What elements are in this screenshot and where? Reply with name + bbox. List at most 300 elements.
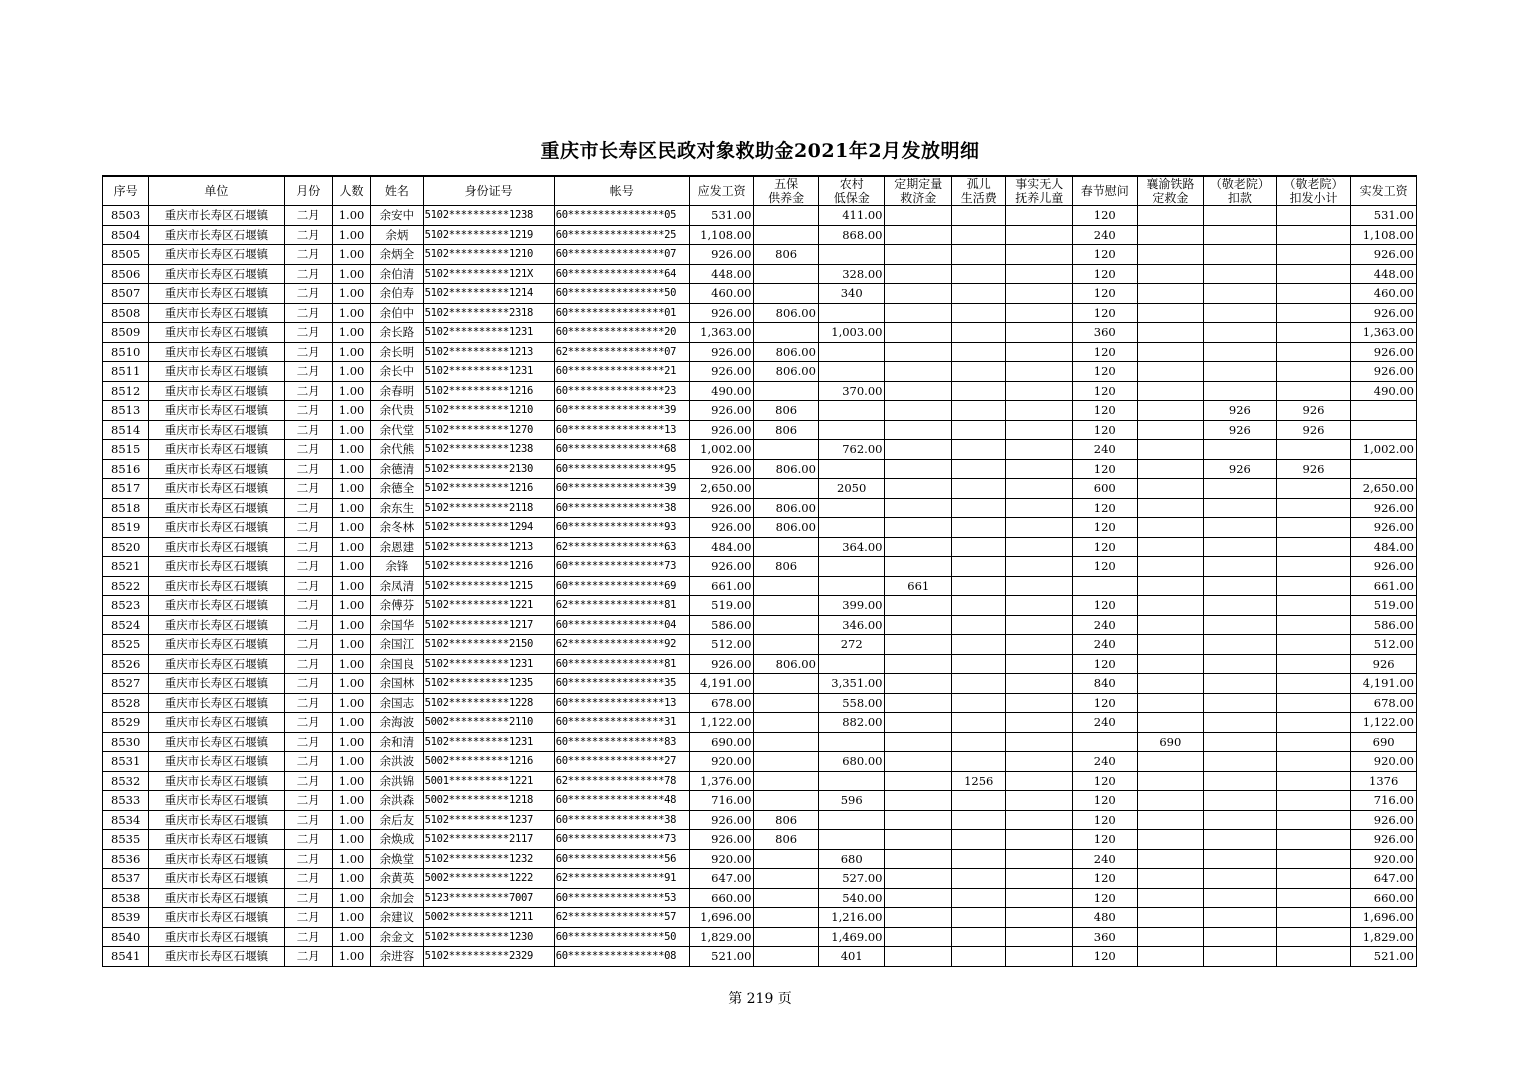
table-cell: 5102**********2118 — [423, 498, 554, 518]
table-cell — [1204, 225, 1277, 245]
column-header — [1137, 176, 1204, 206]
table-cell — [1137, 654, 1204, 674]
table-cell: 8535 — [103, 830, 149, 850]
table-cell: 806.00 — [754, 362, 819, 382]
table-cell: 8526 — [103, 654, 149, 674]
table-cell — [952, 479, 1006, 499]
table-cell: 519.00 — [689, 596, 754, 616]
table-row — [103, 245, 1417, 265]
table-cell — [1073, 576, 1138, 596]
table-cell: 926 — [1204, 401, 1277, 421]
table-cell: 328.00 — [818, 264, 885, 284]
table-cell — [1204, 810, 1277, 830]
table-cell: 5123**********7007 — [423, 888, 554, 908]
table-cell: 二月 — [284, 537, 332, 557]
table-cell: 5102**********1231 — [423, 362, 554, 382]
column-header: 月份 — [284, 176, 332, 206]
table-cell — [818, 498, 885, 518]
table-cell: 120 — [1073, 401, 1138, 421]
table-cell: 5102**********1231 — [423, 732, 554, 752]
table-cell: 806.00 — [754, 342, 819, 362]
table-row — [103, 206, 1417, 226]
table-cell — [1006, 654, 1073, 674]
table-cell: 2050 — [818, 479, 885, 499]
table-cell: 5102**********1238 — [423, 440, 554, 460]
table-cell — [1276, 206, 1351, 226]
table-cell: 678.00 — [689, 693, 754, 713]
table-cell: 926 — [1276, 420, 1351, 440]
table-cell: 8541 — [103, 947, 149, 967]
table-cell: 926.00 — [689, 654, 754, 674]
table-cell: 120 — [1073, 245, 1138, 265]
table-cell: 1.00 — [332, 245, 370, 265]
table-cell: 5001**********1221 — [423, 771, 554, 791]
table-cell: 1.00 — [332, 947, 370, 967]
table-cell: 558.00 — [818, 693, 885, 713]
table-cell: 1,696.00 — [689, 908, 754, 928]
table-cell: 1,829.00 — [1351, 927, 1417, 947]
table-cell: 二月 — [284, 791, 332, 811]
table-cell — [754, 537, 819, 557]
table-cell: 重庆市长寿区石堰镇 — [149, 225, 284, 245]
table-cell: 余德清 — [371, 459, 423, 479]
table-cell: 60****************93 — [554, 518, 689, 538]
table-cell — [885, 869, 952, 889]
table-cell — [952, 693, 1006, 713]
table-cell — [885, 440, 952, 460]
table-cell — [1204, 440, 1277, 460]
table-cell: 余长中 — [371, 362, 423, 382]
table-cell: 806.00 — [754, 518, 819, 538]
table-cell — [952, 791, 1006, 811]
table-row — [103, 401, 1417, 421]
table-cell: 8506 — [103, 264, 149, 284]
table-cell: 868.00 — [818, 225, 885, 245]
table-cell: 596 — [818, 791, 885, 811]
table-cell — [1276, 869, 1351, 889]
table-cell: 余冬林 — [371, 518, 423, 538]
table-row — [103, 576, 1417, 596]
table-row — [103, 732, 1417, 752]
table-cell: 余德全 — [371, 479, 423, 499]
table-cell — [1276, 479, 1351, 499]
table-cell — [818, 401, 885, 421]
table-cell: 1.00 — [332, 771, 370, 791]
table-cell: 1.00 — [332, 849, 370, 869]
table-cell: 360 — [1073, 927, 1138, 947]
table-cell: 5102**********121X — [423, 264, 554, 284]
table-cell — [885, 732, 952, 752]
table-cell — [1006, 557, 1073, 577]
table-cell — [1137, 303, 1204, 323]
table-row — [103, 420, 1417, 440]
table-cell: 重庆市长寿区石堰镇 — [149, 245, 284, 265]
page-title: 重庆市长寿区民政对象救助金2021年2月发放明细 — [540, 140, 980, 162]
table-cell: 余进容 — [371, 947, 423, 967]
table-cell: 660.00 — [1351, 888, 1417, 908]
table-cell: 240 — [1073, 849, 1138, 869]
table-cell: 5102**********2130 — [423, 459, 554, 479]
table-cell: 余洪波 — [371, 752, 423, 772]
column-header-line: 定期定量 — [894, 177, 943, 191]
table-cell: 余春明 — [371, 381, 423, 401]
table-cell: 1.00 — [332, 479, 370, 499]
table-row — [103, 225, 1417, 245]
table-cell — [885, 830, 952, 850]
table-cell — [1006, 674, 1073, 694]
table-cell: 60****************08 — [554, 947, 689, 967]
table-cell: 926.00 — [1351, 362, 1417, 382]
table-cell — [952, 323, 1006, 343]
table-cell: 8530 — [103, 732, 149, 752]
table-cell: 二月 — [284, 420, 332, 440]
table-cell: 60****************56 — [554, 849, 689, 869]
table-cell: 8523 — [103, 596, 149, 616]
table-cell: 重庆市长寿区石堰镇 — [149, 615, 284, 635]
table-cell: 920.00 — [1351, 849, 1417, 869]
table-cell — [818, 420, 885, 440]
table-cell — [1276, 674, 1351, 694]
table-cell — [754, 791, 819, 811]
table-cell — [1276, 362, 1351, 382]
column-header-line: 五保 — [774, 177, 799, 191]
table-cell: 926.00 — [689, 557, 754, 577]
table-cell: 647.00 — [1351, 869, 1417, 889]
table-cell: 806 — [754, 810, 819, 830]
table-cell — [1137, 869, 1204, 889]
table-cell — [754, 264, 819, 284]
table-cell: 重庆市长寿区石堰镇 — [149, 830, 284, 850]
table-cell: 重庆市长寿区石堰镇 — [149, 206, 284, 226]
table-cell — [885, 791, 952, 811]
table-cell: 二月 — [284, 849, 332, 869]
table-cell: 3,351.00 — [818, 674, 885, 694]
table-cell — [1006, 323, 1073, 343]
table-cell — [952, 927, 1006, 947]
table-cell — [1276, 888, 1351, 908]
table-cell: 1.00 — [332, 615, 370, 635]
table-cell — [952, 713, 1006, 733]
table-cell: 二月 — [284, 459, 332, 479]
table-row — [103, 342, 1417, 362]
table-cell — [754, 908, 819, 928]
table-cell: 1.00 — [332, 420, 370, 440]
table-cell: 690 — [1137, 732, 1204, 752]
table-cell — [1204, 888, 1277, 908]
table-cell: 926.00 — [689, 362, 754, 382]
table-cell — [1137, 791, 1204, 811]
table-cell: 60****************69 — [554, 576, 689, 596]
table-cell: 346.00 — [818, 615, 885, 635]
table-cell — [1137, 947, 1204, 967]
table-cell — [885, 927, 952, 947]
table-cell — [1006, 849, 1073, 869]
table-cell — [754, 635, 819, 655]
table-cell: 1.00 — [332, 791, 370, 811]
table-cell: 240 — [1073, 440, 1138, 460]
table-cell — [1006, 362, 1073, 382]
table-cell: 680 — [818, 849, 885, 869]
table-cell: 120 — [1073, 888, 1138, 908]
table-cell: 8505 — [103, 245, 149, 265]
table-cell — [1137, 615, 1204, 635]
table-cell: 840 — [1073, 674, 1138, 694]
table-cell — [952, 557, 1006, 577]
table-cell: 8517 — [103, 479, 149, 499]
table-cell — [818, 342, 885, 362]
table-cell: 8522 — [103, 576, 149, 596]
table-cell: 二月 — [284, 615, 332, 635]
table-cell: 1.00 — [332, 537, 370, 557]
table-cell: 二月 — [284, 518, 332, 538]
table-cell — [885, 537, 952, 557]
table-cell: 484.00 — [1351, 537, 1417, 557]
table-cell: 2,650.00 — [689, 479, 754, 499]
table-cell: 926.00 — [1351, 518, 1417, 538]
table-cell: 120 — [1073, 362, 1138, 382]
table-cell: 重庆市长寿区石堰镇 — [149, 927, 284, 947]
table-cell: 120 — [1073, 284, 1138, 304]
table-cell — [1006, 576, 1073, 596]
table-cell: 二月 — [284, 440, 332, 460]
table-cell: 二月 — [284, 635, 332, 655]
table-cell: 5102**********1221 — [423, 596, 554, 616]
table-cell: 490.00 — [1351, 381, 1417, 401]
table-cell: 60****************31 — [554, 713, 689, 733]
table-cell — [952, 284, 1006, 304]
table-cell: 360 — [1073, 323, 1138, 343]
table-cell: 340 — [818, 284, 885, 304]
table-cell: 120 — [1073, 206, 1138, 226]
table-row — [103, 654, 1417, 674]
table-cell — [1137, 420, 1204, 440]
table-cell: 8518 — [103, 498, 149, 518]
table-cell — [885, 947, 952, 967]
table-row — [103, 693, 1417, 713]
table-cell — [1351, 401, 1417, 421]
table-cell: 60****************64 — [554, 264, 689, 284]
table-cell: 926.00 — [689, 518, 754, 538]
table-cell — [885, 225, 952, 245]
table-cell: 余恩建 — [371, 537, 423, 557]
table-cell: 240 — [1073, 752, 1138, 772]
table-row — [103, 557, 1417, 577]
table-cell: 60****************81 — [554, 654, 689, 674]
table-cell: 527.00 — [818, 869, 885, 889]
table-cell — [952, 947, 1006, 967]
table-cell: 920.00 — [689, 849, 754, 869]
table-cell: 60****************38 — [554, 810, 689, 830]
table-cell — [1276, 537, 1351, 557]
table-cell: 926.00 — [1351, 303, 1417, 323]
table-cell — [1204, 557, 1277, 577]
table-cell: 60****************07 — [554, 245, 689, 265]
table-row — [103, 596, 1417, 616]
table-cell: 8519 — [103, 518, 149, 538]
table-cell — [1204, 635, 1277, 655]
table-cell: 448.00 — [689, 264, 754, 284]
table-row — [103, 635, 1417, 655]
table-cell — [885, 674, 952, 694]
table-cell — [818, 362, 885, 382]
table-cell: 60****************04 — [554, 615, 689, 635]
table-cell — [1073, 732, 1138, 752]
table-row — [103, 264, 1417, 284]
table-cell: 62****************07 — [554, 342, 689, 362]
table-cell — [1006, 479, 1073, 499]
table-row — [103, 479, 1417, 499]
table-cell: 重庆市长寿区石堰镇 — [149, 303, 284, 323]
table-cell: 1.00 — [332, 830, 370, 850]
table-cell: 二月 — [284, 674, 332, 694]
table-cell: 5102**********1216 — [423, 381, 554, 401]
table-cell: 8520 — [103, 537, 149, 557]
table-cell — [952, 498, 1006, 518]
table-cell: 重庆市长寿区石堰镇 — [149, 654, 284, 674]
table-cell — [885, 342, 952, 362]
column-header-line: 定救金 — [1152, 191, 1189, 205]
table-cell: 1.00 — [332, 264, 370, 284]
table-cell: 1,376.00 — [689, 771, 754, 791]
table-cell: 重庆市长寿区石堰镇 — [149, 732, 284, 752]
column-header: 应发工资 — [689, 176, 754, 206]
table-cell: 1.00 — [332, 362, 370, 382]
table-cell: 二月 — [284, 752, 332, 772]
table-cell: 120 — [1073, 557, 1138, 577]
table-cell — [952, 615, 1006, 635]
table-cell — [1006, 927, 1073, 947]
table-cell: 1.00 — [332, 225, 370, 245]
table-cell: 5102**********1294 — [423, 518, 554, 538]
table-cell — [1006, 381, 1073, 401]
table-cell — [885, 206, 952, 226]
table-cell: 806.00 — [754, 654, 819, 674]
table-cell: 重庆市长寿区石堰镇 — [149, 381, 284, 401]
table-cell — [952, 674, 1006, 694]
table-cell — [1137, 810, 1204, 830]
table-cell: 重庆市长寿区石堰镇 — [149, 362, 284, 382]
table-cell — [1137, 342, 1204, 362]
table-cell: 二月 — [284, 693, 332, 713]
table-cell — [1204, 732, 1277, 752]
table-cell: 690 — [1351, 732, 1417, 752]
table-cell — [1276, 518, 1351, 538]
table-cell: 60****************95 — [554, 459, 689, 479]
table-cell: 1376 — [1351, 771, 1417, 791]
table-cell — [1204, 615, 1277, 635]
table-cell: 二月 — [284, 830, 332, 850]
table-cell: 5102**********1215 — [423, 576, 554, 596]
table-cell: 240 — [1073, 635, 1138, 655]
table-cell: 60****************23 — [554, 381, 689, 401]
table-cell: 重庆市长寿区石堰镇 — [149, 557, 284, 577]
table-cell — [754, 381, 819, 401]
table-cell: 重庆市长寿区石堰镇 — [149, 459, 284, 479]
table-cell: 余黄英 — [371, 869, 423, 889]
table-cell: 余伯寿 — [371, 284, 423, 304]
table-cell: 62****************78 — [554, 771, 689, 791]
table-cell — [1204, 908, 1277, 928]
table-row — [103, 615, 1417, 635]
table-cell — [1006, 459, 1073, 479]
table-cell — [952, 635, 1006, 655]
table-cell: 重庆市长寿区石堰镇 — [149, 440, 284, 460]
table-cell — [1006, 908, 1073, 928]
table-cell: 926.00 — [689, 401, 754, 421]
table-cell: 余代熊 — [371, 440, 423, 460]
table-cell: 5002**********1222 — [423, 869, 554, 889]
table-cell — [1006, 225, 1073, 245]
table-cell — [1204, 518, 1277, 538]
table-cell — [885, 479, 952, 499]
table-cell: 120 — [1073, 459, 1138, 479]
table-cell — [1276, 713, 1351, 733]
table-cell — [885, 810, 952, 830]
table-cell: 5102**********1228 — [423, 693, 554, 713]
table-cell — [1204, 713, 1277, 733]
table-cell: 8528 — [103, 693, 149, 713]
table-cell: 二月 — [284, 771, 332, 791]
table-cell: 重庆市长寿区石堰镇 — [149, 713, 284, 733]
table-cell — [952, 888, 1006, 908]
table-cell — [885, 596, 952, 616]
table-cell: 余傅芬 — [371, 596, 423, 616]
table-cell: 60****************27 — [554, 752, 689, 772]
table-cell: 重庆市长寿区石堰镇 — [149, 888, 284, 908]
table-cell — [1276, 284, 1351, 304]
table-row — [103, 849, 1417, 869]
column-header — [1204, 176, 1277, 206]
table-cell: 401 — [818, 947, 885, 967]
table-cell: 806 — [754, 557, 819, 577]
table-cell — [1204, 693, 1277, 713]
table-cell: 60****************48 — [554, 791, 689, 811]
table-cell — [1137, 225, 1204, 245]
table-cell: 8512 — [103, 381, 149, 401]
table-cell — [1204, 284, 1277, 304]
table-cell — [885, 303, 952, 323]
table-cell — [1137, 401, 1204, 421]
table-cell — [952, 264, 1006, 284]
table-cell: 5102**********1231 — [423, 323, 554, 343]
table-cell: 5002**********2110 — [423, 713, 554, 733]
table-cell — [818, 732, 885, 752]
table-cell: 120 — [1073, 596, 1138, 616]
table-cell — [818, 459, 885, 479]
column-header-line: （敬老院） — [1283, 177, 1344, 191]
table-cell: 5102**********1238 — [423, 206, 554, 226]
table-cell — [1006, 401, 1073, 421]
table-cell: 余国江 — [371, 635, 423, 655]
table-cell: 8531 — [103, 752, 149, 772]
table-cell: 余炳 — [371, 225, 423, 245]
table-row — [103, 284, 1417, 304]
column-header — [885, 176, 952, 206]
table-cell: 926.00 — [689, 459, 754, 479]
table-cell — [1204, 362, 1277, 382]
table-cell: 重庆市长寿区石堰镇 — [149, 420, 284, 440]
table-cell: 1,108.00 — [689, 225, 754, 245]
table-cell: 重庆市长寿区石堰镇 — [149, 518, 284, 538]
table-cell: 余国华 — [371, 615, 423, 635]
table-cell: 60****************20 — [554, 323, 689, 343]
table-cell: 1.00 — [332, 342, 370, 362]
column-header-line: 孤儿 — [966, 177, 991, 191]
table-cell: 647.00 — [689, 869, 754, 889]
table-cell: 二月 — [284, 381, 332, 401]
table-cell: 62****************57 — [554, 908, 689, 928]
table-cell — [1137, 888, 1204, 908]
